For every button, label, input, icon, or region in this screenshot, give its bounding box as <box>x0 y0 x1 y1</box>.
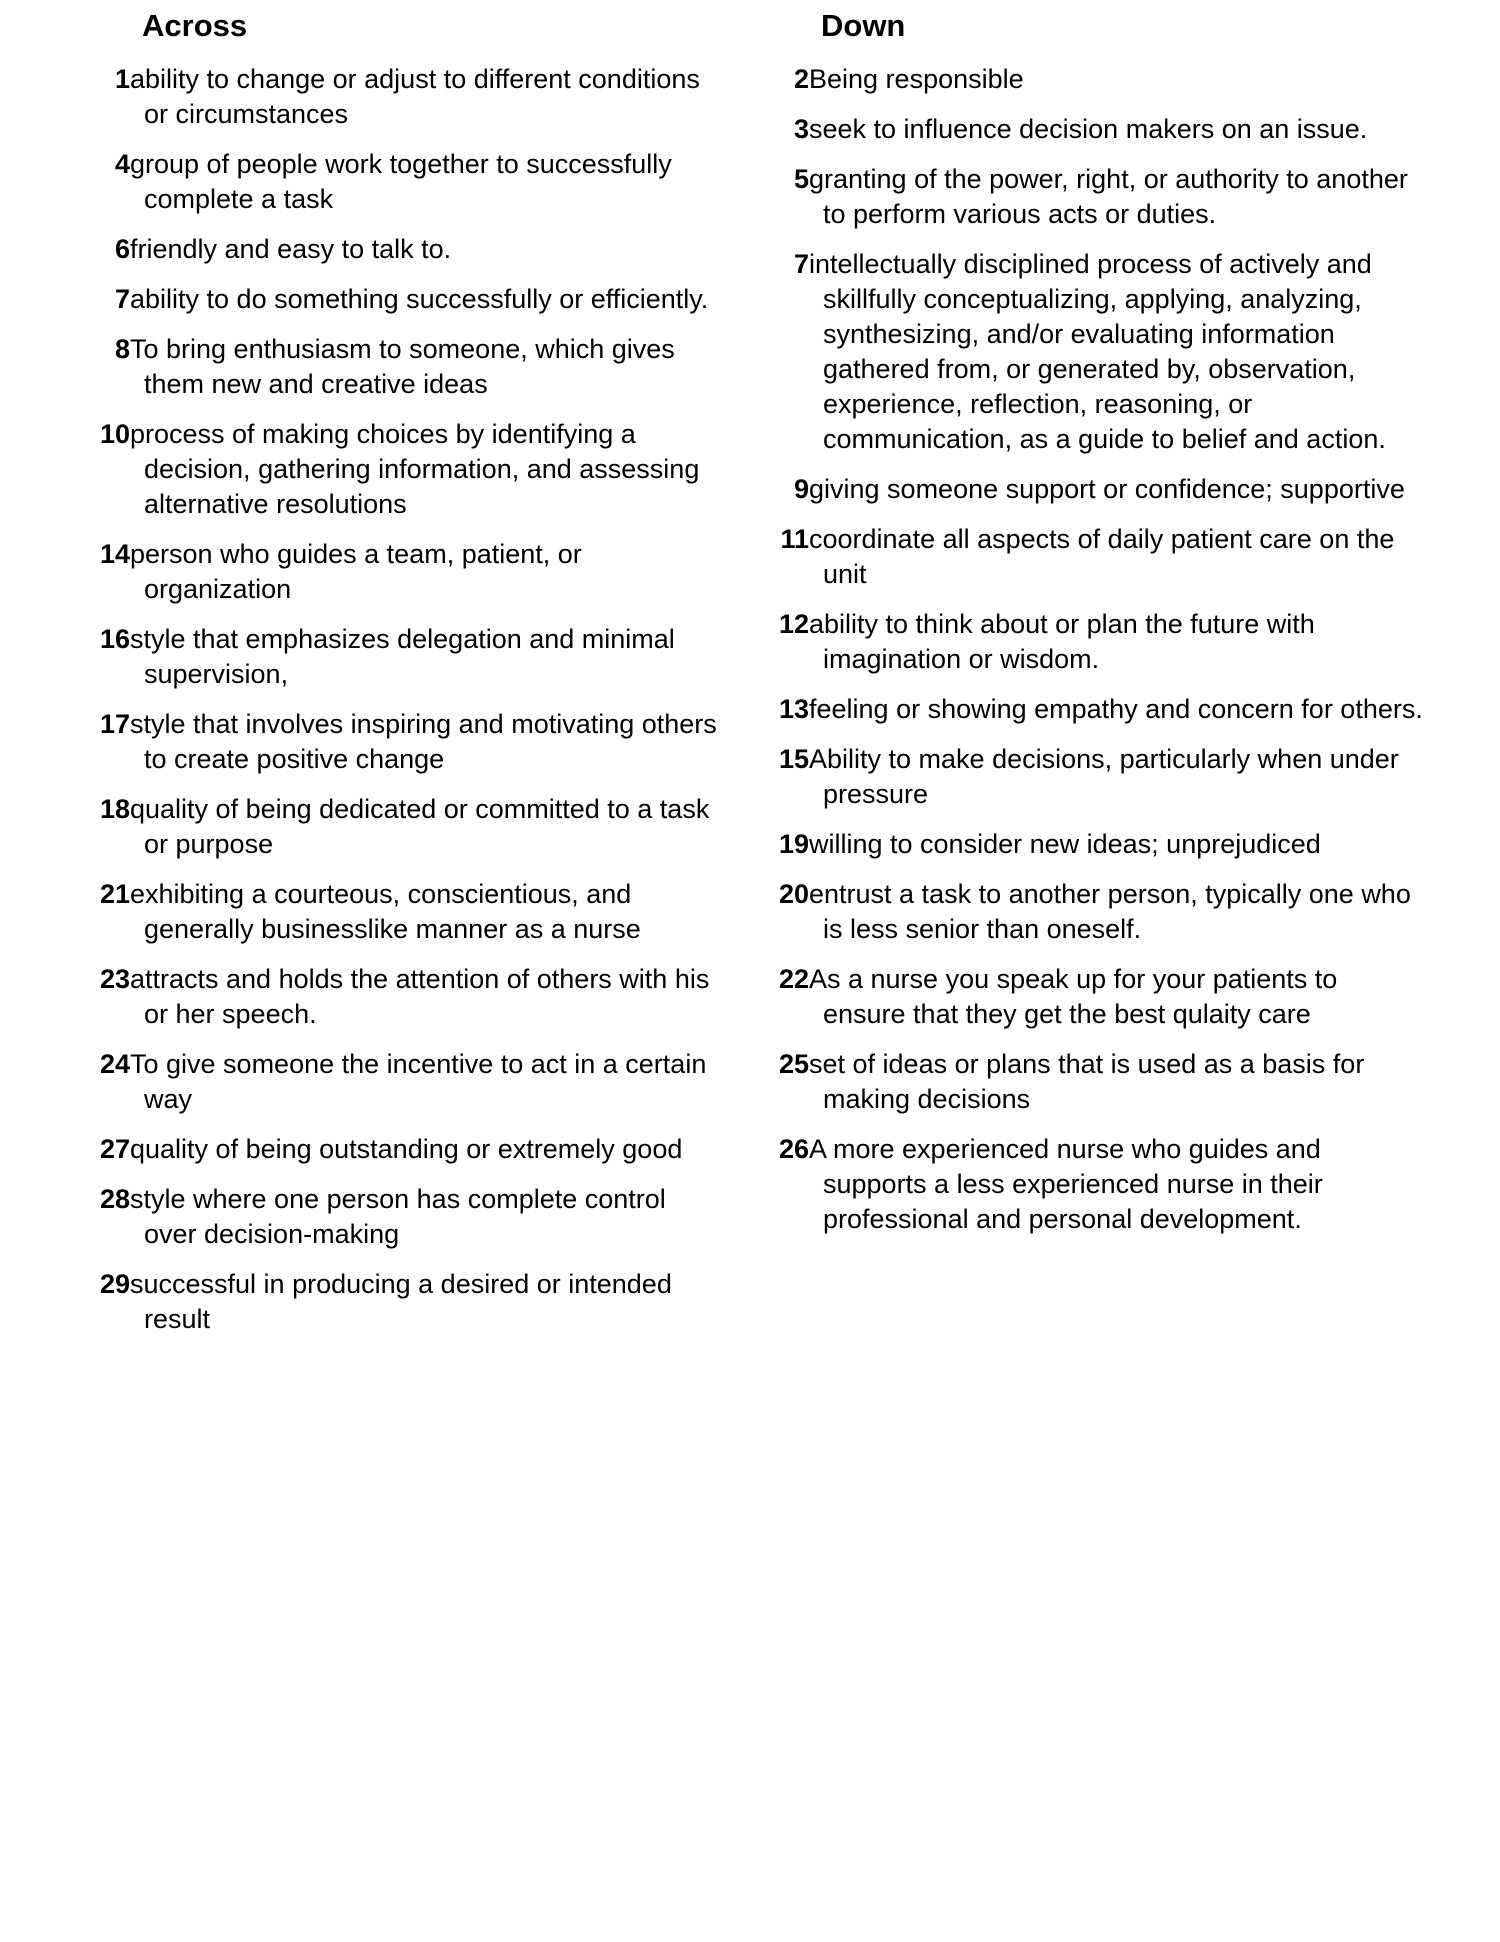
clue-number: 29 <box>99 1269 130 1299</box>
clue-number: 27 <box>99 1134 130 1164</box>
clue-number: 8 <box>114 334 130 364</box>
across-heading: Across <box>142 8 248 43</box>
across-clue <box>97 1182 717 1252</box>
down-clue <box>776 112 1426 147</box>
clue-text: exhibiting a courteous, conscientious, and generally businesslike manner as a nurse <box>130 879 641 944</box>
clue-number: 25 <box>778 1049 809 1079</box>
clue-text: attracts and holds the attention of others with his or her speech. <box>130 964 710 1029</box>
clue-text: granting of the power, right, or authority to another to perform various acts or duties. <box>809 164 1408 229</box>
across-clue <box>97 877 717 947</box>
clue-number: 23 <box>99 964 130 994</box>
clue-number: 16 <box>99 624 130 654</box>
clue-text: entrust a task to another person, typically one who is less senior than oneself. <box>809 879 1411 944</box>
clue-number: 13 <box>778 694 809 724</box>
clue-text: A more experienced nurse who guides and supports a less experienced nurse in their professional and personal development. <box>809 1134 1323 1234</box>
clue-text: seek to influence decision makers on an issue. <box>809 114 1368 144</box>
clue-number: 6 <box>114 234 130 264</box>
clue-text: style that involves inspiring and motivating others to create positive change <box>130 709 717 774</box>
clue-number: 14 <box>99 539 130 569</box>
clue-text: intellectually disciplined process of actively and skillfully conceptualizing, applying, analyzing, synthesizing, and/or evaluating information gathered from, or generated by, observation, experience, reflection, reasoning, or communication, as a guide to belief and action. <box>809 249 1386 454</box>
down-clue <box>776 607 1426 677</box>
clue-number: 5 <box>793 164 809 194</box>
clue-text: person who guides a team, patient, or organization <box>130 539 582 604</box>
down-clue <box>776 877 1426 947</box>
across-clue <box>97 1047 717 1117</box>
clue-text: Ability to make decisions, particularly when under pressure <box>809 744 1399 809</box>
clue-number: 26 <box>778 1134 809 1164</box>
clue-number: 7 <box>114 284 130 314</box>
clue-text: ability to change or adjust to different conditions or circumstances <box>130 64 700 129</box>
clue-number: 10 <box>99 419 130 449</box>
clue-number: 17 <box>99 709 130 739</box>
across-clue <box>97 62 717 132</box>
clue-number: 12 <box>778 609 809 639</box>
down-column <box>776 6 1426 1252</box>
clue-text: ability to do something successfully or efficiently. <box>130 284 709 314</box>
clue-text: feeling or showing empathy and concern for others. <box>809 694 1423 724</box>
across-clue <box>97 332 717 402</box>
down-clue <box>776 692 1426 727</box>
down-clue <box>776 962 1426 1032</box>
across-clue <box>97 792 717 862</box>
down-heading: Down <box>821 8 906 43</box>
clue-text: group of people work together to successfully complete a task <box>130 149 672 214</box>
clue-number: 18 <box>99 794 130 824</box>
clue-number: 19 <box>778 829 809 859</box>
clue-number: 3 <box>793 114 809 144</box>
across-clue <box>97 147 717 217</box>
across-clue <box>97 232 717 267</box>
clue-number: 21 <box>99 879 130 909</box>
clue-text: Being responsible <box>809 64 1024 94</box>
across-clue <box>97 417 717 522</box>
down-clue <box>776 1132 1426 1237</box>
down-clue <box>776 472 1426 507</box>
across-clue <box>97 1267 717 1337</box>
clue-text: quality of being dedicated or committed to a task or purpose <box>130 794 710 859</box>
clue-text: style where one person has complete control over decision-making <box>130 1184 666 1249</box>
clue-text: set of ideas or plans that is used as a basis for making decisions <box>809 1049 1365 1114</box>
clue-number: 9 <box>793 474 809 504</box>
clue-text: To bring enthusiasm to someone, which gives them new and creative ideas <box>130 334 675 399</box>
clue-number: 2 <box>793 64 809 94</box>
across-clue <box>97 962 717 1032</box>
clue-text: As a nurse you speak up for your patients to ensure that they get the best qulaity care <box>809 964 1338 1029</box>
across-clue <box>97 622 717 692</box>
clue-text: coordinate all aspects of daily patient care on the unit <box>809 524 1395 589</box>
clue-text: style that emphasizes delegation and minimal supervision, <box>130 624 675 689</box>
down-clue <box>776 522 1426 592</box>
clue-text: quality of being outstanding or extremely good <box>130 1134 683 1164</box>
across-clue <box>97 1132 717 1167</box>
down-clue <box>776 742 1426 812</box>
clue-text: friendly and easy to talk to. <box>130 234 452 264</box>
clue-text: To give someone the incentive to act in a certain way <box>130 1049 707 1114</box>
clue-number: 24 <box>99 1049 130 1079</box>
clue-number: 1 <box>114 64 130 94</box>
clue-number: 20 <box>778 879 809 909</box>
clue-number: 11 <box>780 524 809 554</box>
clue-number: 7 <box>793 249 809 279</box>
across-clue <box>97 282 717 317</box>
down-clue <box>776 827 1426 862</box>
across-clue <box>97 707 717 777</box>
clue-text: willing to consider new ideas; unprejudiced <box>809 829 1321 859</box>
clue-text: successful in producing a desired or intended result <box>130 1269 672 1334</box>
down-clue <box>776 247 1426 457</box>
across-column <box>97 6 717 1352</box>
down-clue <box>776 162 1426 232</box>
clue-number: 22 <box>778 964 809 994</box>
clue-number: 28 <box>99 1184 130 1214</box>
down-clue <box>776 1047 1426 1117</box>
clue-number: 15 <box>778 744 809 774</box>
clue-text: ability to think about or plan the future with imagination or wisdom. <box>809 609 1315 674</box>
clue-text: process of making choices by identifying a decision, gathering information, and assessing alternative resolutions <box>130 419 700 519</box>
clue-text: giving someone support or confidence; supportive <box>809 474 1405 504</box>
across-clue <box>97 537 717 607</box>
clue-number: 4 <box>114 149 130 179</box>
down-clue <box>776 62 1426 97</box>
